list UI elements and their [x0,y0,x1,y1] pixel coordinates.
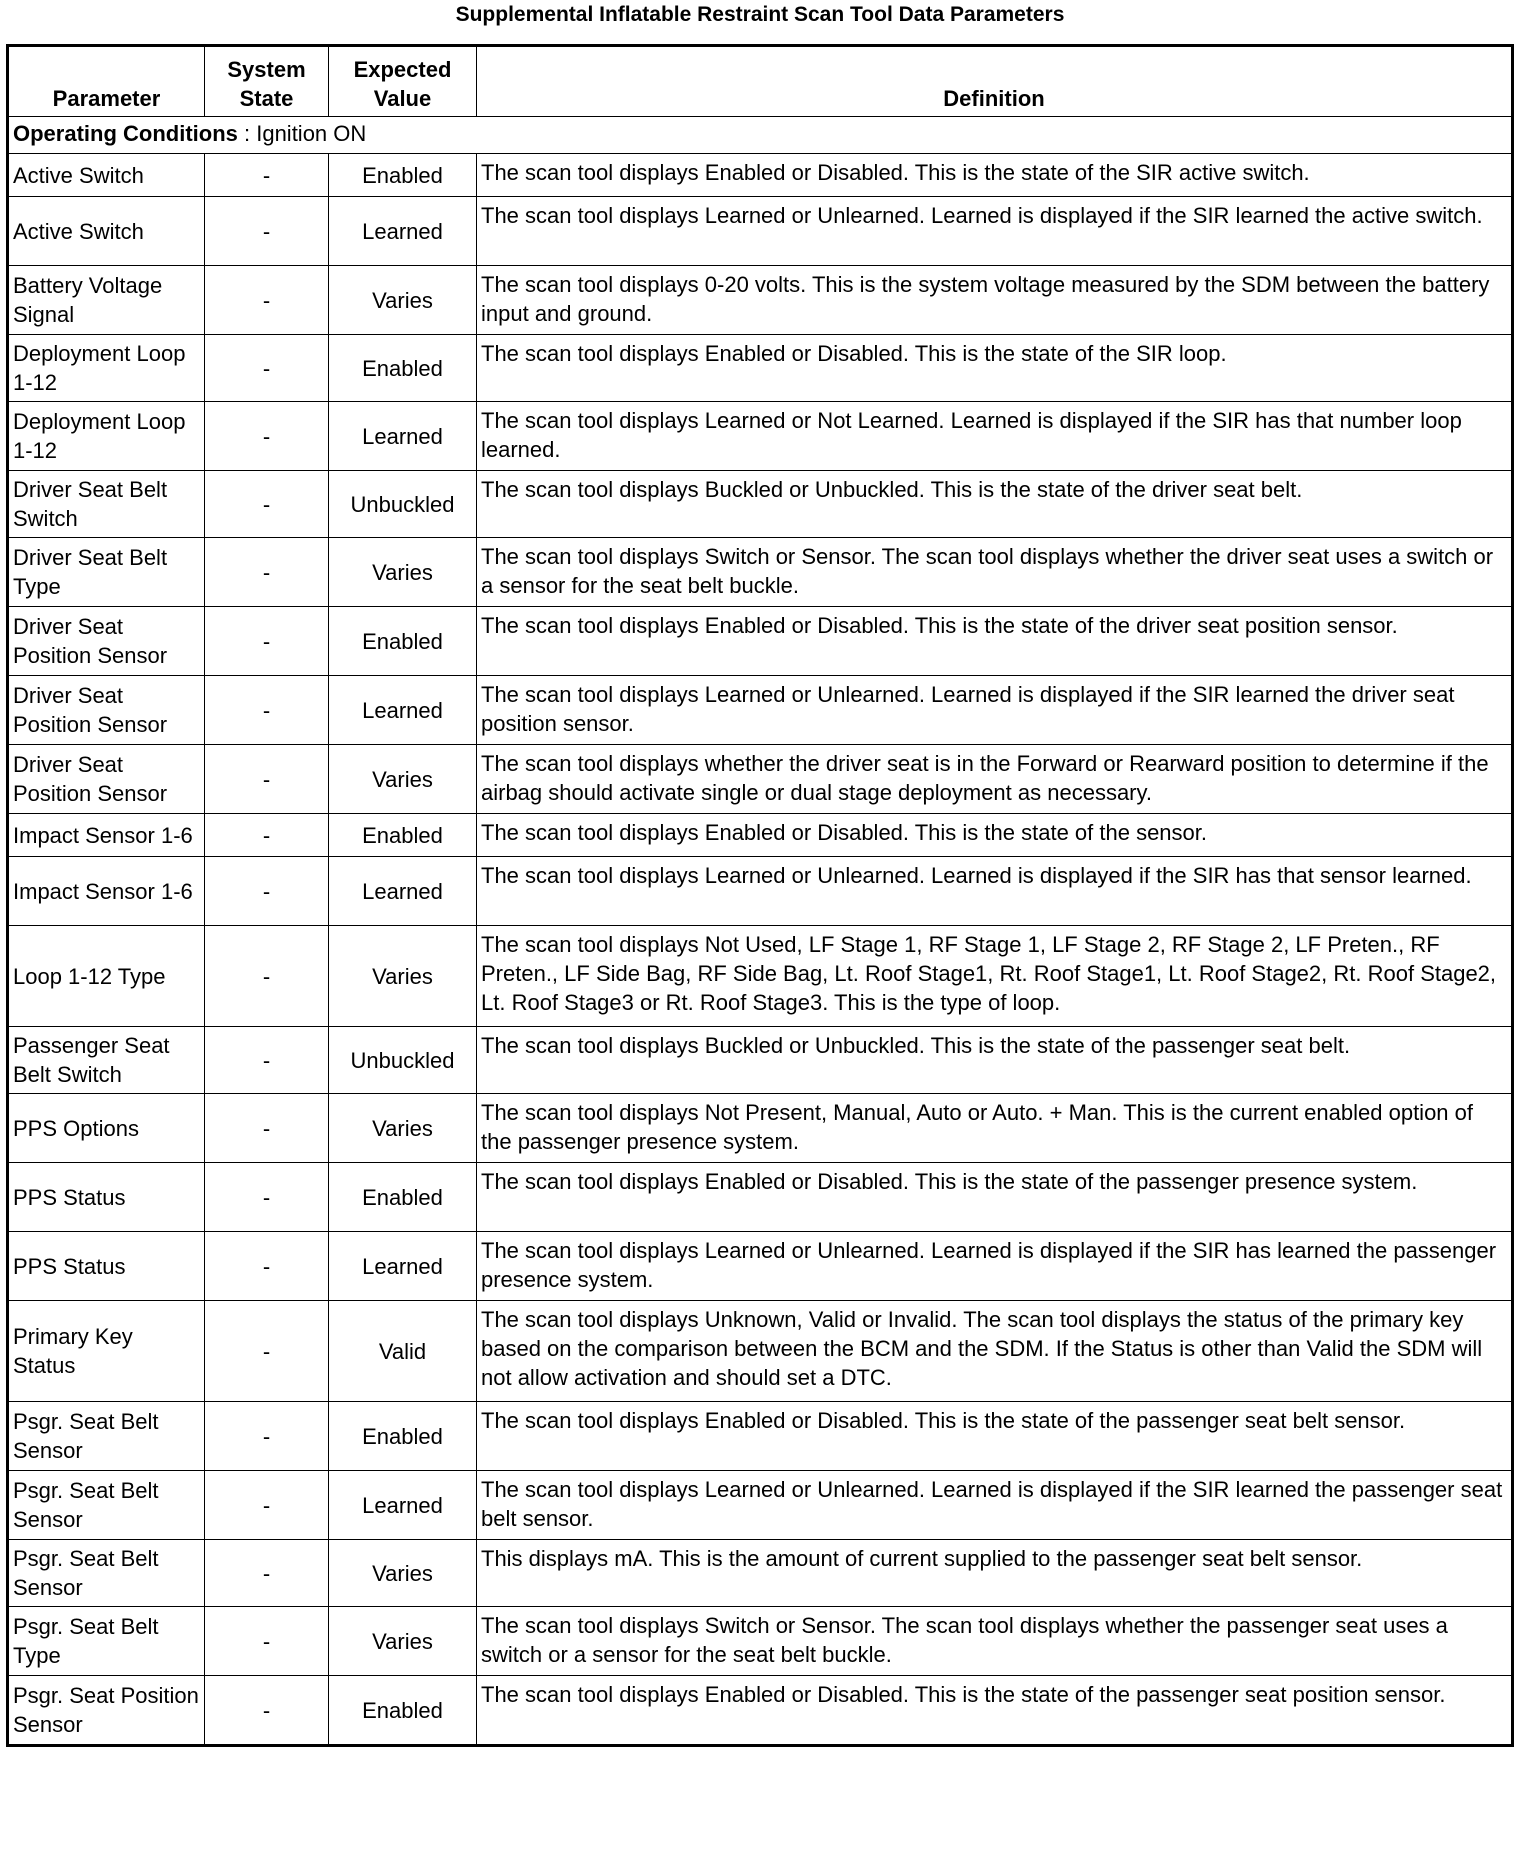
table-row [8,1027,1513,1094]
system-state-cell: - [205,745,329,814]
table-row [8,1540,1513,1607]
table-row [8,471,1513,538]
definition-cell: The scan tool displays Enabled or Disabled. This is the state of the passenger presence system. [477,1163,1513,1232]
definition-cell: The scan tool displays Enabled or Disabled. This is the state of the SIR loop. [477,335,1513,402]
definition-cell: The scan tool displays 0-20 volts. This is the system voltage measured by the SDM between the battery input and ground. [477,266,1513,335]
expected-value-cell: Enabled [329,1163,477,1232]
table-row [8,676,1513,745]
system-state-cell: - [205,402,329,471]
system-state-cell: - [205,1232,329,1301]
header-system-state: System State [205,46,329,117]
definition-cell: The scan tool displays Buckled or Unbuckled. This is the state of the passenger seat belt. [477,1027,1513,1094]
system-state-cell: - [205,1676,329,1746]
scan-tool-parameters-table [6,44,1514,1747]
table-row [8,197,1513,266]
definition-cell: The scan tool displays Not Used, LF Stage 1, RF Stage 1, LF Stage 2, RF Stage 2, LF Preten., RF Preten., LF Side Bag, RF Side Bag, Lt. Roof Stage1, Rt. Roof Stage1, Lt. Roof Stage2, Rt. Roof Stage2, Lt. Roof Stage3 or Rt. Roof Stage3. This is the type of loop. [477,926,1513,1027]
parameter-cell: Driver Seat Position Sensor [8,745,205,814]
expected-value-cell: Varies [329,538,477,607]
table-row [8,335,1513,402]
system-state-cell: - [205,335,329,402]
parameter-cell: Passenger Seat Belt Switch [8,1027,205,1094]
definition-cell: The scan tool displays Learned or Unlearned. Learned is displayed if the SIR learned the driver seat position sensor. [477,676,1513,745]
expected-value-cell: Enabled [329,1402,477,1471]
expected-value-cell: Unbuckled [329,471,477,538]
definition-cell: The scan tool displays Learned or Not Learned. Learned is displayed if the SIR has that number loop learned. [477,402,1513,471]
operating-conditions-value: : Ignition ON [237,121,367,146]
expected-value-cell: Unbuckled [329,1027,477,1094]
parameter-cell: Psgr. Seat Belt Sensor [8,1471,205,1540]
definition-cell: The scan tool displays Learned or Unlearned. Learned is displayed if the SIR learned the passenger seat belt sensor. [477,1471,1513,1540]
definition-cell: The scan tool displays Switch or Sensor. The scan tool displays whether the driver seat uses a switch or a sensor for the seat belt buckle. [477,538,1513,607]
table-row [8,1471,1513,1540]
operating-conditions-cell [8,117,1513,154]
system-state-cell: - [205,1094,329,1163]
expected-value-cell: Learned [329,1232,477,1301]
table-row [8,1676,1513,1746]
parameter-cell: Psgr. Seat Belt Sensor [8,1402,205,1471]
parameter-cell: Driver Seat Position Sensor [8,607,205,676]
system-state-cell: - [205,1301,329,1402]
expected-value-cell: Learned [329,676,477,745]
definition-cell: The scan tool displays Enabled or Disabled. This is the state of the passenger seat position sensor. [477,1676,1513,1746]
definition-cell: The scan tool displays Switch or Sensor. The scan tool displays whether the passenger seat uses a switch or a sensor for the seat belt buckle. [477,1607,1513,1676]
system-state-cell: - [205,1471,329,1540]
table-row [8,402,1513,471]
parameter-cell: Deployment Loop 1-12 [8,402,205,471]
expected-value-cell: Varies [329,266,477,335]
table-row [8,926,1513,1027]
table-row [8,1232,1513,1301]
parameter-cell: Active Switch [8,154,205,197]
parameter-cell: Deployment Loop 1-12 [8,335,205,402]
table-row [8,1301,1513,1402]
system-state-cell: - [205,814,329,857]
system-state-cell: - [205,1402,329,1471]
parameter-cell: Psgr. Seat Position Sensor [8,1676,205,1746]
header-expected-value: Expected Value [329,46,477,117]
definition-cell: The scan tool displays Enabled or Disabled. This is the state of the passenger seat belt sensor. [477,1402,1513,1471]
table-row [8,266,1513,335]
system-state-cell: - [205,1540,329,1607]
expected-value-cell: Learned [329,857,477,926]
operating-conditions-row [8,117,1513,154]
expected-value-cell: Varies [329,1607,477,1676]
parameter-cell: Psgr. Seat Belt Sensor [8,1540,205,1607]
system-state-cell: - [205,154,329,197]
parameter-cell: Impact Sensor 1-6 [8,814,205,857]
expected-value-cell: Enabled [329,607,477,676]
header-definition: Definition [477,46,1513,117]
system-state-cell: - [205,926,329,1027]
definition-cell: The scan tool displays Enabled or Disabled. This is the state of the sensor. [477,814,1513,857]
definition-cell: The scan tool displays Learned or Unlearned. Learned is displayed if the SIR learned the active switch. [477,197,1513,266]
table-header-row [8,46,1513,117]
parameter-cell: PPS Status [8,1232,205,1301]
header-parameter: Parameter [8,46,205,117]
system-state-cell: - [205,676,329,745]
expected-value-cell: Varies [329,926,477,1027]
expected-value-cell: Enabled [329,814,477,857]
system-state-cell: - [205,1027,329,1094]
system-state-cell: - [205,266,329,335]
expected-value-cell: Enabled [329,1676,477,1746]
parameter-cell: PPS Status [8,1163,205,1232]
expected-value-cell: Varies [329,1540,477,1607]
parameter-cell: Driver Seat Position Sensor [8,676,205,745]
parameter-cell: Active Switch [8,197,205,266]
table-row [8,607,1513,676]
system-state-cell: - [205,607,329,676]
definition-cell: This displays mA. This is the amount of current supplied to the passenger seat belt sensor. [477,1540,1513,1607]
definition-cell: The scan tool displays whether the driver seat is in the Forward or Rearward position to determine if the airbag should activate single or dual stage deployment as necessary. [477,745,1513,814]
table-row [8,1402,1513,1471]
expected-value-cell: Enabled [329,154,477,197]
definition-cell: The scan tool displays Unknown, Valid or Invalid. The scan tool displays the status of the primary key based on the comparison between the BCM and the SDM. If the Status is other than Valid the SDM will not allow activation and should set a DTC. [477,1301,1513,1402]
definition-cell: The scan tool displays Learned or Unlearned. Learned is displayed if the SIR has that sensor learned. [477,857,1513,926]
system-state-cell: - [205,1607,329,1676]
definition-cell: The scan tool displays Learned or Unlearned. Learned is displayed if the SIR has learned the passenger presence system. [477,1232,1513,1301]
system-state-cell: - [205,538,329,607]
expected-value-cell: Learned [329,402,477,471]
parameter-cell: Psgr. Seat Belt Type [8,1607,205,1676]
table-row [8,538,1513,607]
table-row [8,814,1513,857]
parameter-cell: Primary Key Status [8,1301,205,1402]
parameter-cell: Driver Seat Belt Switch [8,471,205,538]
parameter-cell: Battery Voltage Signal [8,266,205,335]
parameter-cell: PPS Options [8,1094,205,1163]
system-state-cell: - [205,197,329,266]
definition-cell: The scan tool displays Enabled or Disabled. This is the state of the SIR active switch. [477,154,1513,197]
expected-value-cell: Learned [329,197,477,266]
definition-cell: The scan tool displays Not Present, Manual, Auto or Auto. + Man. This is the current enabled option of the passenger presence system. [477,1094,1513,1163]
definition-cell: The scan tool displays Buckled or Unbuckled. This is the state of the driver seat belt. [477,471,1513,538]
table-row [8,1163,1513,1232]
parameter-cell: Impact Sensor 1-6 [8,857,205,926]
expected-value-cell: Enabled [329,335,477,402]
expected-value-cell: Varies [329,745,477,814]
parameter-cell: Loop 1-12 Type [8,926,205,1027]
parameter-cell: Driver Seat Belt Type [8,538,205,607]
table-row [8,1607,1513,1676]
system-state-cell: - [205,1163,329,1232]
system-state-cell: - [205,471,329,538]
expected-value-cell: Valid [329,1301,477,1402]
table-row [8,857,1513,926]
definition-cell: The scan tool displays Enabled or Disabled. This is the state of the driver seat position sensor. [477,607,1513,676]
table-row [8,1094,1513,1163]
expected-value-cell: Learned [329,1471,477,1540]
table-row [8,745,1513,814]
expected-value-cell: Varies [329,1094,477,1163]
table-row [8,154,1513,197]
system-state-cell: - [205,857,329,926]
operating-conditions-label: Operating Conditions [13,121,238,146]
page-title: Supplemental Inflatable Restraint Scan Tool Data Parameters [455,3,1065,26]
